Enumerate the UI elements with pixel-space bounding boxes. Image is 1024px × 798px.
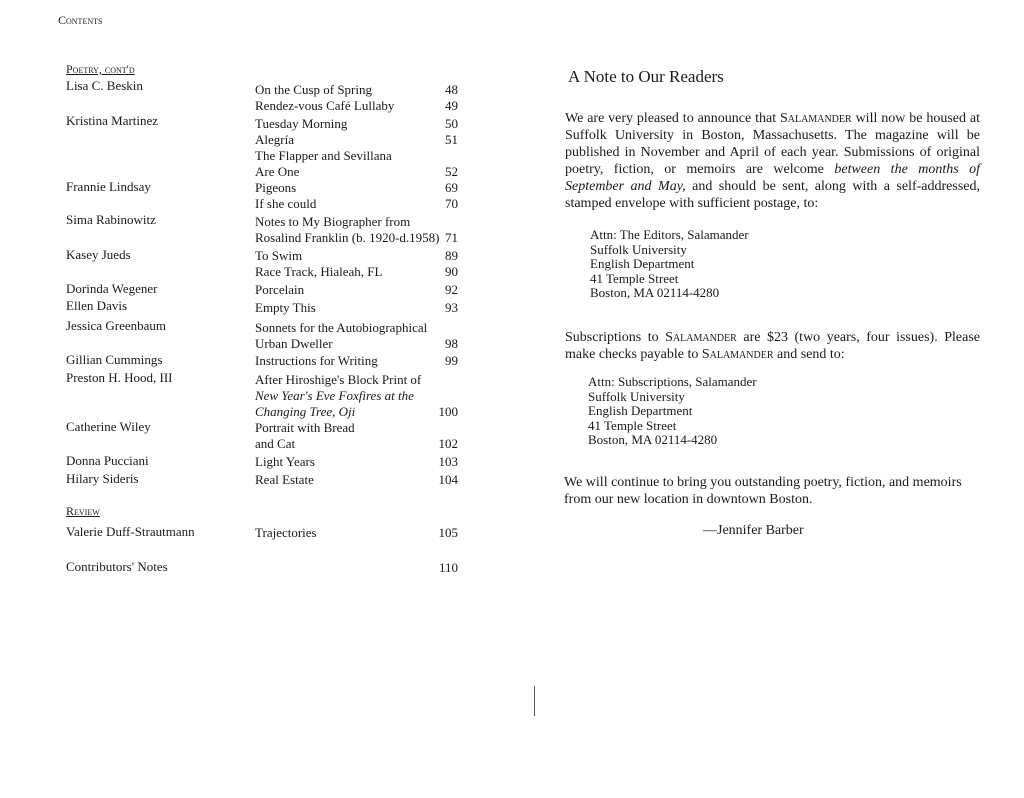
address-line: Suffolk University: [588, 388, 685, 404]
toc-title: If she could: [255, 196, 317, 211]
toc-author: Donna Pucciani: [66, 453, 149, 468]
address-line: 41 Temple Street: [590, 270, 679, 286]
toc-page-number: 100: [438, 404, 458, 419]
toc-page-number: 71: [445, 230, 458, 245]
note-paragraph-submissions: We are very pleased to announce that Salamander will now be housed at Suffolk University in Boston, Massachusetts. The magazine will be published in November and April of each year. Submissions of original poetry, fiction, or memoirs are welcome between the months of September and May, and should be sent, along with a self-addressed, stamped envelope with sufficient postage, to:: [565, 111, 981, 211]
page-gutter-divider: [534, 686, 535, 716]
toc-title: Notes to My Biographer from: [255, 214, 411, 229]
toc-page-number: 92: [445, 282, 458, 297]
toc-title: Trajectories: [255, 525, 317, 540]
section-heading-review: Review: [66, 504, 100, 518]
toc-title: Sonnets for the Autobiographical: [255, 320, 428, 335]
toc-page-number: 69: [445, 180, 458, 195]
address-line: Suffolk University: [590, 241, 687, 257]
toc-title: Empty This: [255, 300, 316, 315]
toc-author: Kristina Martinez: [66, 113, 159, 128]
toc-title: Light Years: [255, 454, 315, 469]
toc-page-number: 93: [445, 300, 458, 315]
note-paragraph-subscriptions: Subscriptions to Salamander are $23 (two years, four issues). Please make checks payable to Salamander and send to:: [565, 330, 980, 362]
address-line: Attn: Subscriptions, Salamander: [588, 374, 757, 389]
signature: —Jennifer Barber: [703, 523, 804, 538]
toc-author: Lisa C. Beskin: [66, 78, 143, 93]
toc-page-number: 104: [438, 472, 458, 487]
note-title: A Note to Our Readers: [568, 67, 724, 86]
toc-title: Urban Dweller: [255, 336, 333, 351]
toc-author: Jessica Greenbaum: [66, 318, 166, 333]
toc-title: Are One: [255, 164, 300, 179]
toc-title: and Cat: [255, 436, 296, 451]
toc-author: Contributors' Notes: [66, 559, 168, 574]
toc-title: Tuesday Morning: [255, 116, 348, 131]
address-line: Boston, MA 02114-4280: [590, 285, 720, 300]
toc-page-number: 70: [445, 196, 458, 211]
address-line: 41 Temple Street: [588, 417, 677, 433]
toc-page-number: 48: [445, 82, 458, 97]
toc-page-number: 102: [438, 436, 458, 451]
address-line: Attn: The Editors, Salamander: [590, 227, 749, 242]
toc-title: Pigeons: [255, 180, 297, 195]
toc-page-number: 49: [445, 98, 458, 113]
toc-author: Sima Rabinowitz: [66, 212, 156, 227]
toc-title: Changing Tree, Oji: [255, 404, 356, 419]
toc-title: To Swim: [255, 248, 303, 263]
toc-author: Valerie Duff-Strautmann: [66, 524, 195, 539]
toc-author: Catherine Wiley: [66, 419, 151, 434]
toc-title: Real Estate: [255, 472, 314, 487]
note-paragraph-closing: We will continue to bring you outstanding poetry, fiction, and memoirs from our new location in downtown Boston.: [564, 475, 962, 507]
toc-title: Portrait with Bread: [255, 420, 355, 435]
toc-page-number: 89: [445, 248, 458, 263]
toc-author: Gillian Cummings: [66, 352, 163, 367]
toc-title: New Year's Eve Foxfires at the: [255, 388, 414, 403]
toc-author: Frannie Lindsay: [66, 179, 151, 194]
toc-title: On the Cusp of Spring: [255, 82, 372, 97]
toc-page-number: 90: [445, 264, 458, 279]
toc-page-number: 99: [445, 353, 458, 368]
toc-title: Porcelain: [255, 282, 305, 297]
toc-author: Ellen Davis: [66, 298, 128, 313]
address-line: Boston, MA 02114-4280: [588, 432, 718, 447]
toc-title: Rendez-vous Café Lullaby: [255, 98, 395, 113]
toc-title: Race Track, Hialeah, FL: [255, 264, 383, 279]
toc-page-number: 103: [438, 454, 458, 469]
toc-author: Preston H. Hood, III: [66, 370, 173, 385]
address-subscriptions: [588, 375, 757, 448]
toc-page-number: 110: [438, 560, 458, 575]
address-line: English Department: [590, 256, 695, 271]
toc-title: Rosalind Franklin (b. 1920-d.1958): [255, 230, 440, 245]
section-heading-poetry: Poetry, cont'd: [66, 62, 135, 76]
toc-author: Hilary Sideris: [66, 471, 139, 486]
toc-page-number: 50: [445, 116, 458, 131]
toc-title: Instructions for Writing: [255, 353, 378, 368]
toc-page-number: 51: [445, 132, 458, 147]
toc-author: Kasey Jueds: [66, 247, 131, 262]
address-line: English Department: [588, 403, 693, 418]
contents-heading: Contents: [58, 13, 103, 27]
toc-page-number: 105: [438, 525, 458, 540]
toc-title: After Hiroshige's Block Print of: [255, 372, 422, 387]
toc-title: The Flapper and Sevillana: [255, 148, 392, 163]
toc-author: Dorinda Wegener: [66, 281, 158, 296]
toc-title: Alegría: [255, 132, 294, 147]
address-editors: [590, 228, 749, 301]
toc-page-number: 52: [445, 164, 458, 179]
toc-page-number: 98: [445, 336, 458, 351]
